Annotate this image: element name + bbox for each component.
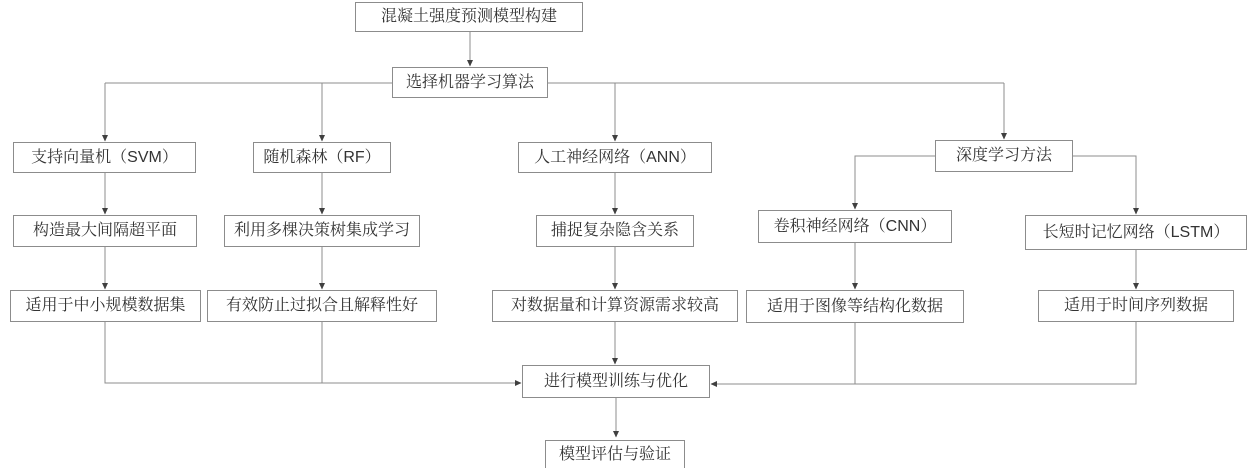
node-lstm: 长短时记忆网络（LSTM） (1025, 215, 1247, 250)
node-lstm-fit: 适用于时间序列数据 (1038, 290, 1234, 322)
edge-deep-to-cnn (855, 156, 935, 209)
node-ann-fit: 对数据量和计算资源需求较高 (492, 290, 738, 322)
node-svm-fit: 适用于中小规模数据集 (10, 290, 201, 322)
node-root: 混凝土强度预测模型构建 (355, 2, 583, 32)
node-rf-fit: 有效防止过拟合且解释性好 (207, 290, 437, 322)
node-rf-how: 利用多棵决策树集成学习 (224, 215, 420, 247)
edge-lstm-merge-to-train (711, 322, 1136, 384)
edge-svm-merge-to-train (105, 322, 521, 383)
node-train: 进行模型训练与优化 (522, 365, 710, 398)
node-cnn: 卷积神经网络（CNN） (758, 210, 952, 243)
node-cnn-fit: 适用于图像等结构化数据 (746, 290, 964, 323)
node-ann: 人工神经网络（ANN） (518, 142, 712, 173)
node-svm-how: 构造最大间隔超平面 (13, 215, 197, 247)
node-select: 选择机器学习算法 (392, 67, 548, 98)
node-deep: 深度学习方法 (935, 140, 1073, 172)
edge-deep-to-lstm (1073, 156, 1136, 214)
node-svm: 支持向量机（SVM） (13, 142, 196, 173)
node-rf: 随机森林（RF） (253, 142, 391, 173)
node-ann-how: 捕捉复杂隐含关系 (536, 215, 694, 247)
node-evaluate: 模型评估与验证 (545, 440, 685, 468)
